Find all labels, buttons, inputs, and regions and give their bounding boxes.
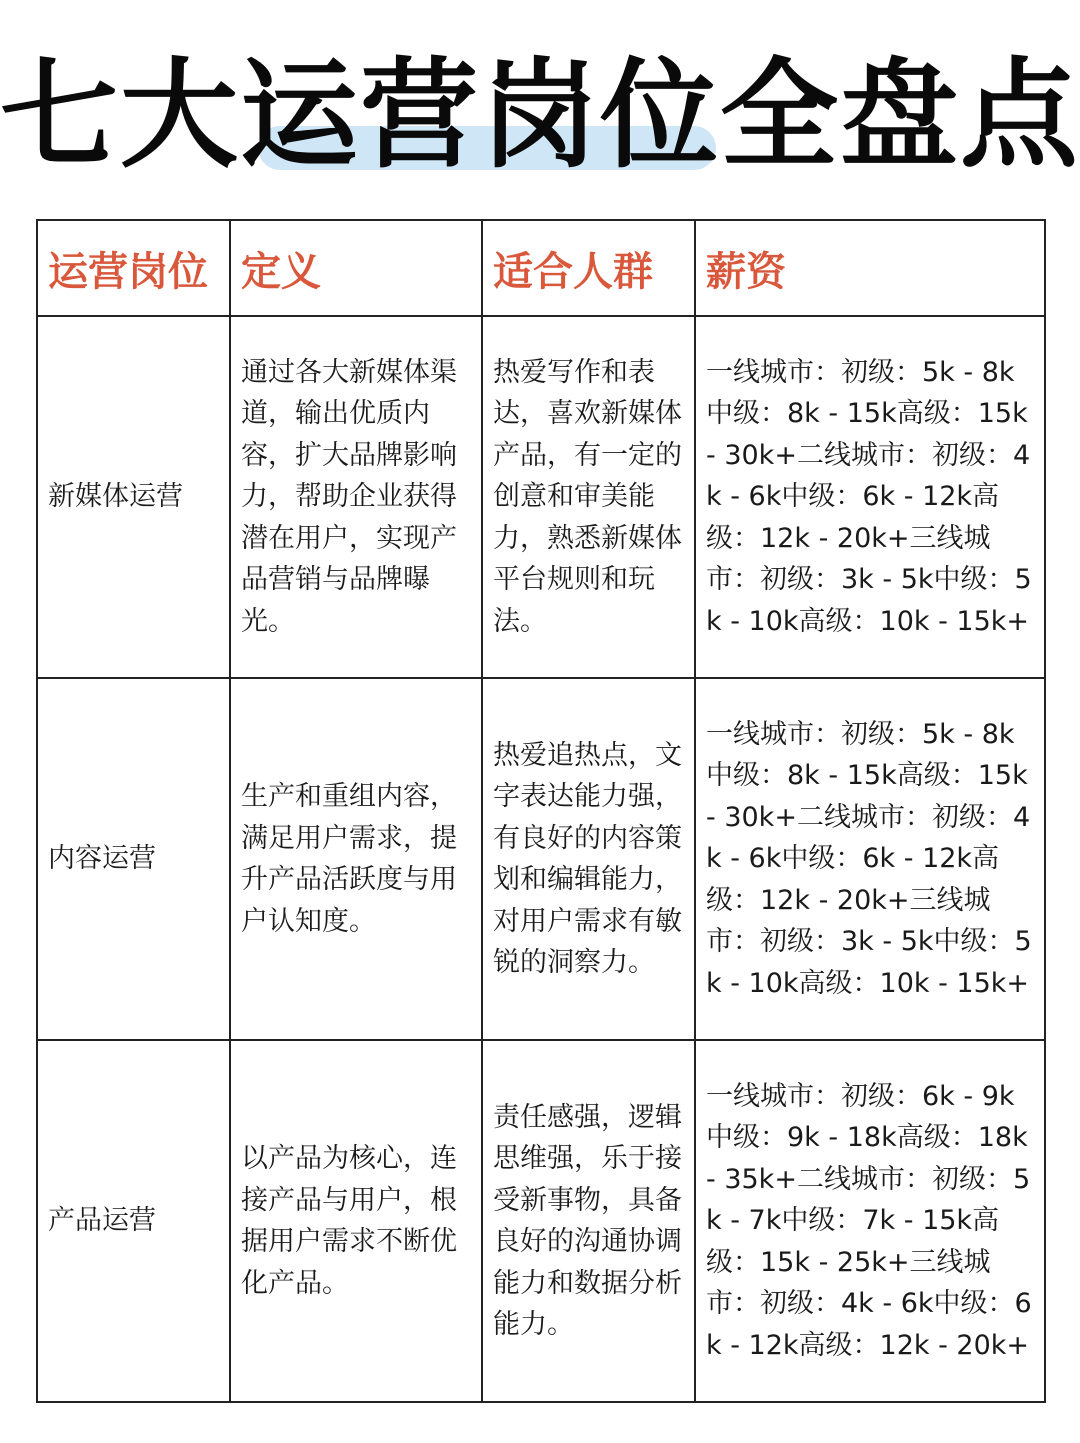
cell-definition: 生产和重组内容，满足用户需求，提升产品活跃度与用户认知度。: [230, 678, 482, 1040]
cell-audience: 责任感强，逻辑思维强，乐于接受新事物，具备良好的沟通协调能力和数据分析能力。: [482, 1040, 695, 1402]
roles-table: [36, 219, 1046, 1403]
header-role: 运营岗位: [37, 220, 230, 316]
header-definition: 定义: [230, 220, 482, 316]
table-header-row: [37, 220, 1045, 316]
cell-salary: 一线城市：初级：5k - 8k中级：8k - 15k高级：15k - 30k+二线城市：初级：4k - 6k中级：6k - 12k高级：12k - 20k+三线城市：初级：3k - 5k中级：5k - 10k高级：10k - 15k+: [695, 678, 1045, 1040]
header-audience: 适合人群: [482, 220, 695, 316]
table-row: [37, 678, 1045, 1040]
page-title: 七大运营岗位全盘点: [0, 46, 1080, 184]
cell-audience: 热爱追热点，文字表达能力强，有良好的内容策划和编辑能力，对用户需求有敏锐的洞察力。: [482, 678, 695, 1040]
header-salary: 薪资: [695, 220, 1045, 316]
cell-definition: 通过各大新媒体渠道，输出优质内容，扩大品牌影响力，帮助企业获得潜在用户，实现产品营销与品牌曝光。: [230, 316, 482, 678]
table-row: [37, 316, 1045, 678]
cell-definition: 以产品为核心，连接产品与用户，根据用户需求不断优化产品。: [230, 1040, 482, 1402]
cell-role: 产品运营: [37, 1040, 230, 1402]
cell-role: 内容运营: [37, 678, 230, 1040]
cell-audience: 热爱写作和表达，喜欢新媒体产品，有一定的创意和审美能力，熟悉新媒体平台规则和玩法。: [482, 316, 695, 678]
cell-salary: 一线城市：初级：6k - 9k中级：9k - 18k高级：18k - 35k+二线城市：初级：5k - 7k中级：7k - 15k高级：15k - 25k+三线城市：初级：4k - 6k中级：6k - 12k高级：12k - 20k+: [695, 1040, 1045, 1402]
title-area: [0, 40, 1080, 190]
cell-salary: 一线城市：初级：5k - 8k中级：8k - 15k高级：15k - 30k+二线城市：初级：4k - 6k中级：6k - 12k高级：12k - 20k+三线城市：初级：3k - 5k中级：5k - 10k高级：10k - 15k+: [695, 316, 1045, 678]
table-row: [37, 1040, 1045, 1402]
cell-role: 新媒体运营: [37, 316, 230, 678]
